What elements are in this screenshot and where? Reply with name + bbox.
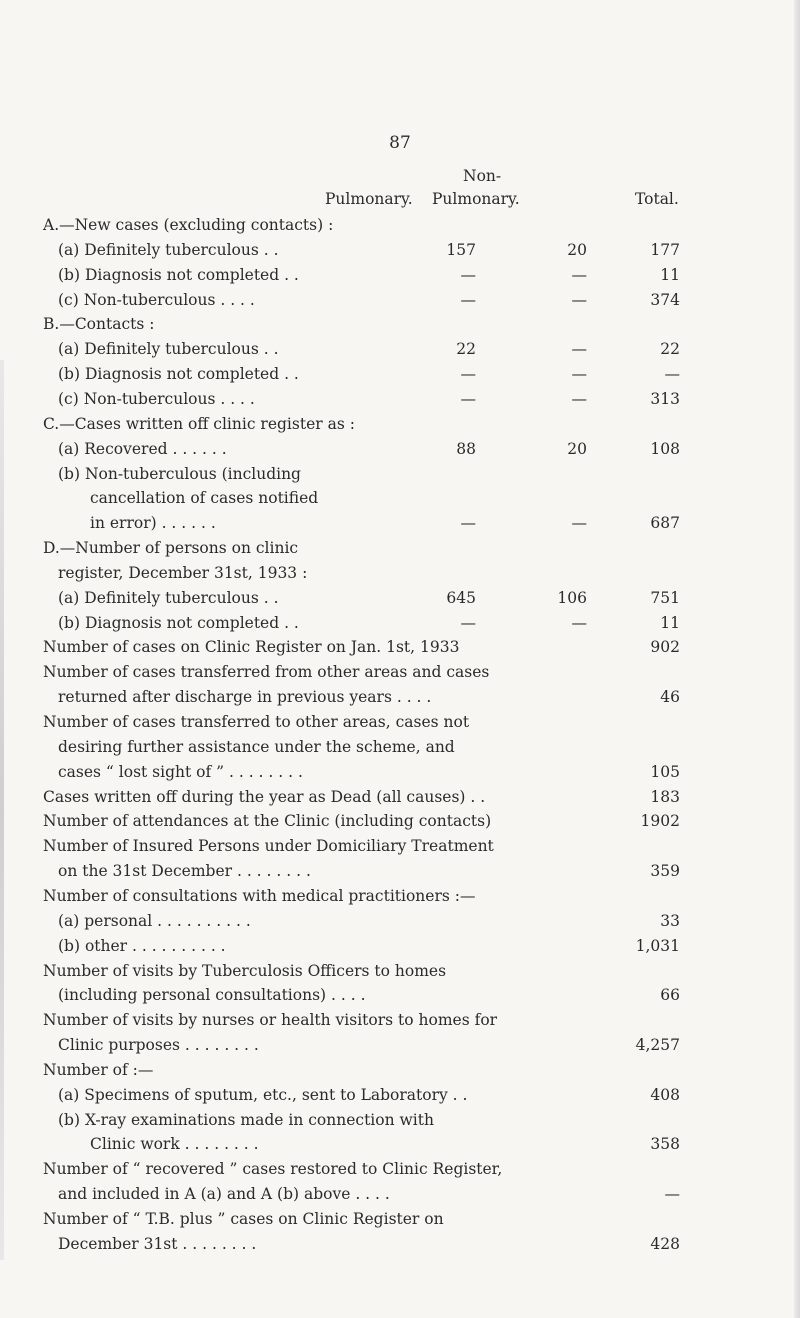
non-pulmonary-value: — (571, 340, 587, 359)
row-label: (a) Definitely tuberculous . . (58, 588, 279, 607)
total-value: 313 (650, 389, 680, 408)
non-pulmonary-value: 20 (567, 439, 587, 458)
table-row (0, 514, 800, 538)
pulmonary-value: — (460, 265, 476, 284)
row-label: Number of attendances at the Clinic (including contacts) (43, 812, 492, 831)
row-label: cases “ lost sight of ” . . . . . . . . (58, 762, 303, 781)
table-row (0, 266, 800, 290)
table-row (0, 788, 800, 812)
table-row (0, 962, 800, 986)
table-row (0, 415, 800, 439)
row-label: Number of visits by nurses or health visitors to homes for (43, 1011, 498, 1030)
row-label: Number of cases on Clinic Register on Jan. 1st, 1933 (43, 638, 460, 657)
pulmonary-value: — (460, 290, 476, 309)
pulmonary-value: 157 (446, 240, 476, 259)
total-value: 105 (650, 762, 680, 781)
table-row (0, 489, 800, 513)
table-row (0, 1210, 800, 1234)
table-row (0, 738, 800, 762)
table-row (0, 216, 800, 240)
table-row (0, 986, 800, 1010)
row-label: Clinic work . . . . . . . . (90, 1135, 259, 1154)
non-pulmonary-value: — (571, 514, 587, 533)
table-row (0, 340, 800, 364)
table-row (0, 812, 800, 836)
total-value: 4,257 (635, 1036, 680, 1055)
row-label: (b) Diagnosis not completed . . (58, 613, 299, 632)
non-pulmonary-value: — (571, 265, 587, 284)
table-row (0, 763, 800, 787)
total-value: 1,031 (635, 936, 680, 955)
table-row (0, 912, 800, 936)
pulmonary-value: 22 (456, 340, 476, 359)
table-row (0, 539, 800, 563)
total-value: — (664, 365, 680, 384)
page-number: 87 (389, 133, 411, 153)
row-label: Number of cases transferred to other areas, cases not (43, 713, 470, 731)
table-row (0, 1111, 800, 1135)
table-row (0, 1061, 800, 1085)
row-label: desiring further assistance under the scheme, and (58, 737, 455, 756)
row-label: December 31st . . . . . . . . (58, 1234, 257, 1253)
total-value: 33 (660, 911, 680, 930)
non-pulmonary-value: 20 (567, 240, 587, 259)
total-value: 359 (650, 862, 680, 881)
row-label: register, December 31st, 1933 : (58, 563, 308, 582)
row-label: A.—New cases (excluding contacts) : (43, 216, 334, 234)
total-value: 428 (650, 1234, 680, 1253)
row-label: Number of Insured Persons under Domiciliary Treatment (43, 837, 494, 856)
col-header-non: Non- (463, 167, 502, 185)
row-label: Number of visits by Tuberculosis Officers to homes (43, 961, 447, 980)
table-row (0, 614, 800, 638)
total-value: 108 (650, 439, 680, 458)
row-label: (b) X-ray examinations made in connection with (58, 1110, 434, 1129)
total-value: — (664, 1185, 680, 1204)
row-label: on the 31st December . . . . . . . . (58, 862, 311, 881)
total-value: 46 (660, 688, 680, 707)
pulmonary-value: — (460, 389, 476, 408)
row-label: Number of consultations with medical practitioners :— (43, 886, 476, 905)
row-label: (including personal consultations) . . . . (58, 986, 366, 1005)
row-label: (a) personal . . . . . . . . . . (58, 911, 251, 930)
row-label: (a) Definitely tuberculous . . (58, 340, 279, 359)
total-value: 751 (650, 588, 680, 607)
col-header-pulmonary: Pulmonary. (325, 190, 413, 208)
total-value: 177 (650, 240, 680, 259)
table-row (0, 887, 800, 911)
row-label: (a) Recovered . . . . . . (58, 439, 227, 458)
row-label: Number of :— (43, 1060, 154, 1079)
table-row (0, 365, 800, 389)
pulmonary-value: 88 (456, 439, 476, 458)
table-row (0, 315, 800, 339)
row-label: returned after discharge in previous years . . . . (58, 688, 432, 707)
row-label: (b) Non-tuberculous (including (58, 464, 301, 483)
total-value: 374 (650, 290, 680, 309)
non-pulmonary-value: — (571, 389, 587, 408)
total-value: 11 (660, 265, 680, 284)
non-pulmonary-value: — (571, 290, 587, 309)
non-pulmonary-value: 106 (557, 588, 587, 607)
row-label: Number of cases transferred from other areas and cases (43, 663, 490, 682)
row-label: (c) Non-tuberculous . . . . (58, 290, 255, 309)
table-row (0, 465, 800, 489)
row-label: Clinic purposes . . . . . . . . (58, 1036, 259, 1055)
table-row (0, 713, 800, 737)
table-row (0, 937, 800, 961)
total-value: 408 (650, 1085, 680, 1104)
row-label: (b) Diagnosis not completed . . (58, 265, 299, 284)
table-row (0, 564, 800, 588)
table-row (0, 1160, 800, 1184)
total-value: 66 (660, 986, 680, 1005)
col-header-total: Total. (635, 190, 679, 208)
row-label: in error) . . . . . . (90, 514, 216, 533)
table-row (0, 837, 800, 861)
total-value: 358 (650, 1135, 680, 1154)
non-pulmonary-value: — (571, 365, 587, 384)
table-row (0, 1135, 800, 1159)
table-row (0, 390, 800, 414)
table-row (0, 1011, 800, 1035)
row-label: (b) Diagnosis not completed . . (58, 365, 299, 384)
row-label: (b) other . . . . . . . . . . (58, 936, 226, 955)
row-label: (a) Specimens of sputum, etc., sent to Laboratory . . (58, 1085, 468, 1104)
col-header-non-pulmonary: Pulmonary. (432, 190, 520, 208)
row-label: C.—Cases written off clinic register as : (43, 414, 355, 433)
pulmonary-value: 645 (446, 588, 476, 607)
table-row (0, 1185, 800, 1209)
non-pulmonary-value: — (571, 613, 587, 632)
table-row (0, 440, 800, 464)
row-label: (c) Non-tuberculous . . . . (58, 389, 255, 408)
table-row (0, 663, 800, 687)
total-value: 22 (660, 340, 680, 359)
total-value: 183 (650, 787, 680, 806)
table-row (0, 1086, 800, 1110)
table-row (0, 1235, 800, 1259)
table-row (0, 862, 800, 886)
row-label: D.—Number of persons on clinic (43, 539, 299, 558)
row-label: Number of “ T.B. plus ” cases on Clinic Register on (43, 1210, 444, 1228)
table-row (0, 638, 800, 662)
total-value: 11 (660, 613, 680, 632)
pulmonary-value: — (460, 613, 476, 632)
total-value: 687 (650, 514, 680, 533)
row-label: B.—Contacts : (43, 315, 155, 334)
table-row (0, 1036, 800, 1060)
row-label: Cases written off during the year as Dead (all causes) . . (43, 787, 486, 806)
pulmonary-value: — (460, 365, 476, 384)
row-label: Number of “ recovered ” cases restored to Clinic Register, (43, 1160, 503, 1179)
pulmonary-value: — (460, 514, 476, 533)
row-label: and included in A (a) and A (b) above . . . . (58, 1185, 390, 1204)
row-label: cancellation of cases notified (90, 489, 319, 508)
table-row (0, 241, 800, 265)
table-row (0, 589, 800, 613)
row-label: (a) Definitely tuberculous . . (58, 240, 279, 259)
total-value: 902 (650, 638, 680, 657)
total-value: 1902 (640, 812, 680, 831)
table-row (0, 688, 800, 712)
table-row (0, 291, 800, 315)
